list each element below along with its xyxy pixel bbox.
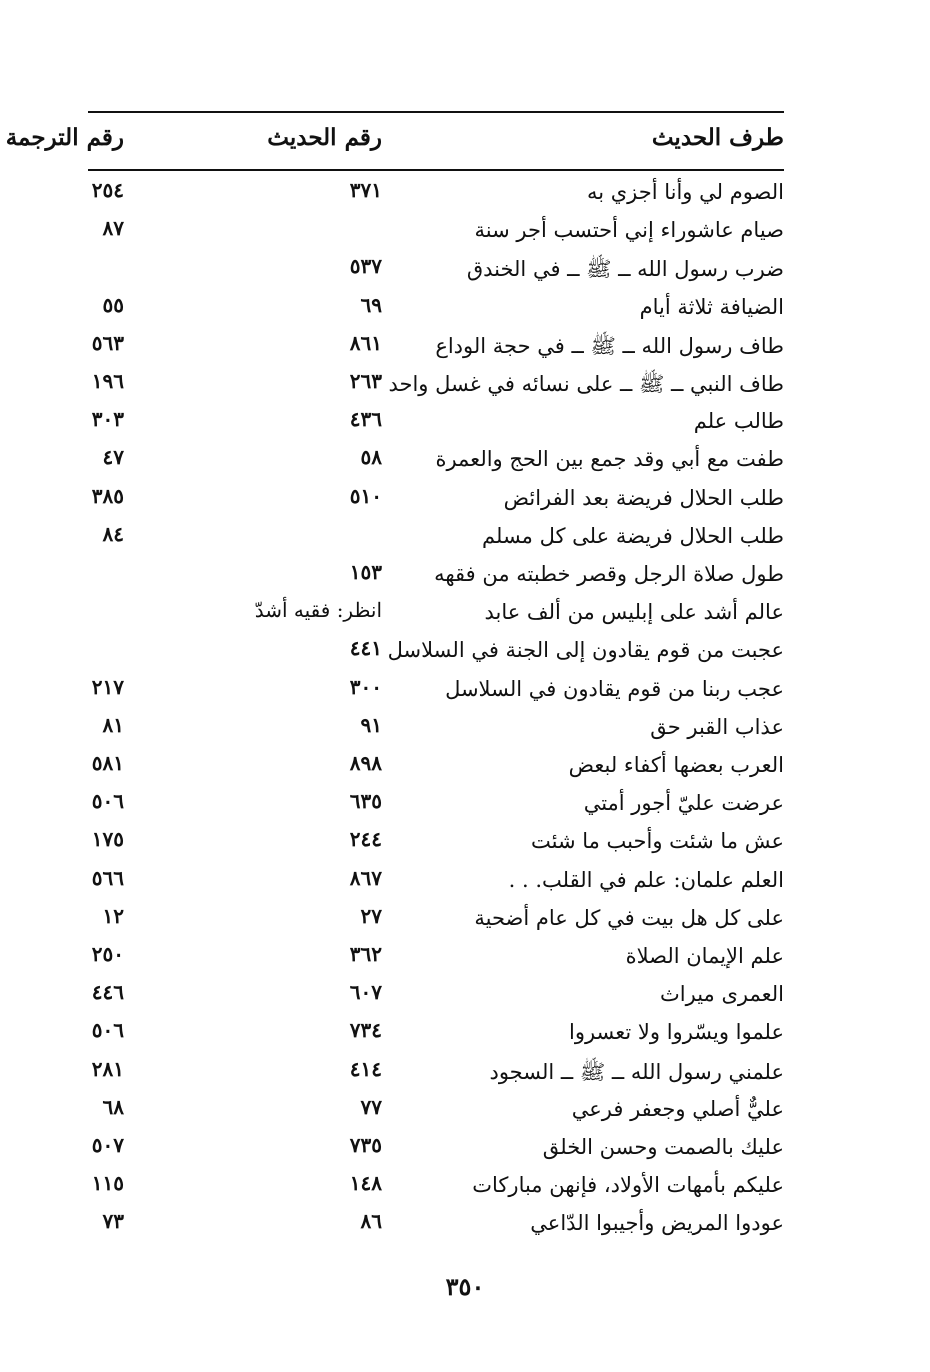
tarjama-number: ٢٥٤ — [91, 178, 124, 202]
tarjama-number: ٥٥ — [102, 292, 124, 317]
hadith-number: ٩١ — [360, 712, 382, 737]
hadith-number: ١٥٣ — [349, 560, 382, 584]
hadith-text: عالم أشد على إبليس من ألف عابد — [484, 600, 784, 625]
table-row — [0, 558, 930, 594]
hadith-text: علموا ويسّروا ولا تعسروا — [568, 1020, 784, 1045]
hadith-number: ٢٤٤ — [349, 827, 382, 852]
header-rule — [88, 169, 784, 171]
hadith-text: علمني رسول الله ــ ﷺ ــ السجود — [489, 1059, 784, 1084]
tarjama-number: ٤٤٦ — [91, 980, 124, 1005]
table-row — [0, 367, 930, 403]
table-header — [0, 120, 930, 160]
hadith-number: ٦٩ — [360, 292, 382, 317]
hadith-text: علم الإيمان الصلاة — [625, 944, 784, 968]
hadith-text: على كل هل بيت في كل عام أضحية — [474, 905, 784, 930]
tarjama-number: ٨١ — [102, 712, 124, 737]
table-row — [0, 1207, 930, 1243]
tarjama-number: ٢٨١ — [91, 1056, 124, 1081]
hadith-number: ٣٧١ — [349, 178, 382, 202]
table-row — [0, 176, 930, 212]
hadith-text: عرضت عليّ أجور أمتي — [583, 791, 784, 816]
tarjama-number: ٢٥٠ — [91, 942, 124, 966]
hadith-text: عش ما شئت وأحبب ما شئت — [531, 829, 784, 854]
hadith-number: ٣٦٢ — [349, 942, 382, 966]
header-tarjama-number: رقم الترجمة — [5, 124, 124, 151]
tarjama-number: ٤٧ — [102, 445, 124, 470]
table-row — [0, 864, 930, 900]
hadith-text: طالب علم — [693, 409, 784, 434]
tarjama-number: ٥٦٦ — [91, 865, 124, 890]
table-row — [0, 673, 930, 709]
table-row — [0, 291, 930, 327]
hadith-number: ٤١٤ — [349, 1056, 382, 1081]
hadith-number: ٦٣٥ — [349, 789, 382, 814]
table-row — [0, 787, 930, 823]
hadith-number: ٥١٠ — [349, 483, 382, 508]
hadith-number: ٣٠٠ — [349, 674, 382, 699]
tarjama-number: ١٧٥ — [91, 827, 124, 852]
hadith-number: ٥٣٧ — [349, 254, 382, 279]
tarjama-number: ٥٠٦ — [91, 1018, 124, 1043]
hadith-text: عليٌّ أصلي وجعفر فرعي — [571, 1096, 784, 1121]
table-row — [0, 252, 930, 288]
hadith-number: ٨٦ — [360, 1209, 382, 1234]
table-row — [0, 596, 930, 632]
hadith-number: ١٤٨ — [349, 1171, 382, 1196]
table-row — [0, 520, 930, 556]
hadith-text: عليكم بأمهات الأولاد، فإنهن مباركات — [472, 1173, 784, 1198]
hadith-text: طاف رسول الله ــ ﷺ ــ في حجة الوداع — [435, 333, 784, 358]
table-row — [0, 825, 930, 861]
hadith-number: ٧٧ — [360, 1094, 382, 1119]
table-row — [0, 711, 930, 747]
hadith-text: ضرب رسول الله ــ ﷺ ــ في الخندق — [466, 257, 784, 282]
hadith-number: ٥٨ — [360, 445, 382, 470]
top-rule — [88, 111, 784, 113]
hadith-number: ٧٣٤ — [349, 1018, 382, 1043]
hadith-text: الضيافة ثلاثة أيام — [639, 294, 784, 319]
hadith-text: عجب ربنا من قوم يقادون في السلاسل — [445, 676, 784, 701]
page-number: ٣٥٠ — [445, 1272, 485, 1301]
tarjama-number: ٨٧ — [102, 216, 124, 241]
hadith-text: طول صلاة الرجل وقصر خطبته من فقهه — [434, 562, 784, 586]
hadith-text: عودوا المريض وأجيبوا الدّاعي — [530, 1211, 784, 1236]
hadith-number: ٤٤١ — [349, 636, 382, 661]
hadith-text: الصوم لي وأنا أجزي به — [586, 180, 784, 204]
table-row — [0, 940, 930, 976]
hadith-number: ٨٦١ — [349, 330, 382, 355]
hadith-text: العمرى ميراث — [660, 982, 784, 1007]
table-row — [0, 749, 930, 785]
hadith-number: انظر: فقيه أشدّ — [254, 598, 382, 623]
table-row — [0, 1169, 930, 1205]
tarjama-number: ٥٠٦ — [91, 789, 124, 814]
hadith-text: طلب الحلال فريضة على كل مسلم — [482, 523, 784, 548]
hadith-text: طفت مع أبي وقد جمع بين الحج والعمرة — [435, 447, 784, 472]
hadith-text: صيام عاشوراء إني أحتسب أجر سنة — [474, 218, 784, 243]
hadith-number: ٧٣٥ — [349, 1133, 382, 1157]
tarjama-number: ١٩٦ — [91, 369, 124, 393]
table-row — [0, 482, 930, 518]
hadith-text: عجبت من قوم يقادون إلى الجنة في السلاسل — [387, 638, 784, 663]
hadith-text: العرب بعضها أكفاء لبعض — [568, 753, 784, 777]
table-row — [0, 978, 930, 1014]
tarjama-number: ٦٨ — [102, 1094, 124, 1119]
table-row — [0, 405, 930, 441]
tarjama-number: ٣٠٣ — [91, 407, 124, 432]
table-row — [0, 1131, 930, 1167]
hadith-number: ٢٧ — [360, 903, 382, 928]
hadith-number: ٢٦٣ — [349, 369, 382, 393]
table-row — [0, 1093, 930, 1129]
tarjama-number: ٥٦٣ — [91, 330, 124, 355]
table-row — [0, 634, 930, 670]
hadith-text: طلب الحلال فريضة بعد الفرائض — [503, 485, 784, 510]
table-row — [0, 1016, 930, 1052]
hadith-number: ٨٦٧ — [349, 865, 382, 890]
hadith-text: طاف النبي ــ ﷺ ــ على نسائه في غسل واحد — [388, 372, 784, 396]
index-table — [0, 176, 930, 1246]
table-row — [0, 902, 930, 938]
tarjama-number: ٨٤ — [102, 521, 124, 546]
hadith-number: ٦٠٧ — [349, 980, 382, 1005]
hadith-number: ٨٩٨ — [349, 751, 382, 775]
tarjama-number: ٧٣ — [102, 1209, 124, 1234]
tarjama-number: ١١٥ — [91, 1171, 124, 1196]
hadith-number: ٤٣٦ — [349, 407, 382, 432]
tarjama-number: ٥٠٧ — [91, 1133, 124, 1157]
header-hadith-number: رقم الحديث — [267, 124, 382, 151]
table-row — [0, 443, 930, 479]
tarjama-number: ١٢ — [102, 903, 124, 928]
table-row — [0, 329, 930, 365]
hadith-text: عليك بالصمت وحسن الخلق — [542, 1135, 784, 1159]
table-row — [0, 1055, 930, 1091]
tarjama-number: ٢١٧ — [91, 674, 124, 699]
hadith-text: العلم علمان: علم في القلب. . . — [508, 867, 784, 892]
table-row — [0, 214, 930, 250]
hadith-text: عذاب القبر حق — [650, 714, 784, 739]
header-hadith: طرف الحديث — [651, 124, 784, 151]
tarjama-number: ٣٨٥ — [91, 483, 124, 508]
tarjama-number: ٥٨١ — [91, 751, 124, 775]
